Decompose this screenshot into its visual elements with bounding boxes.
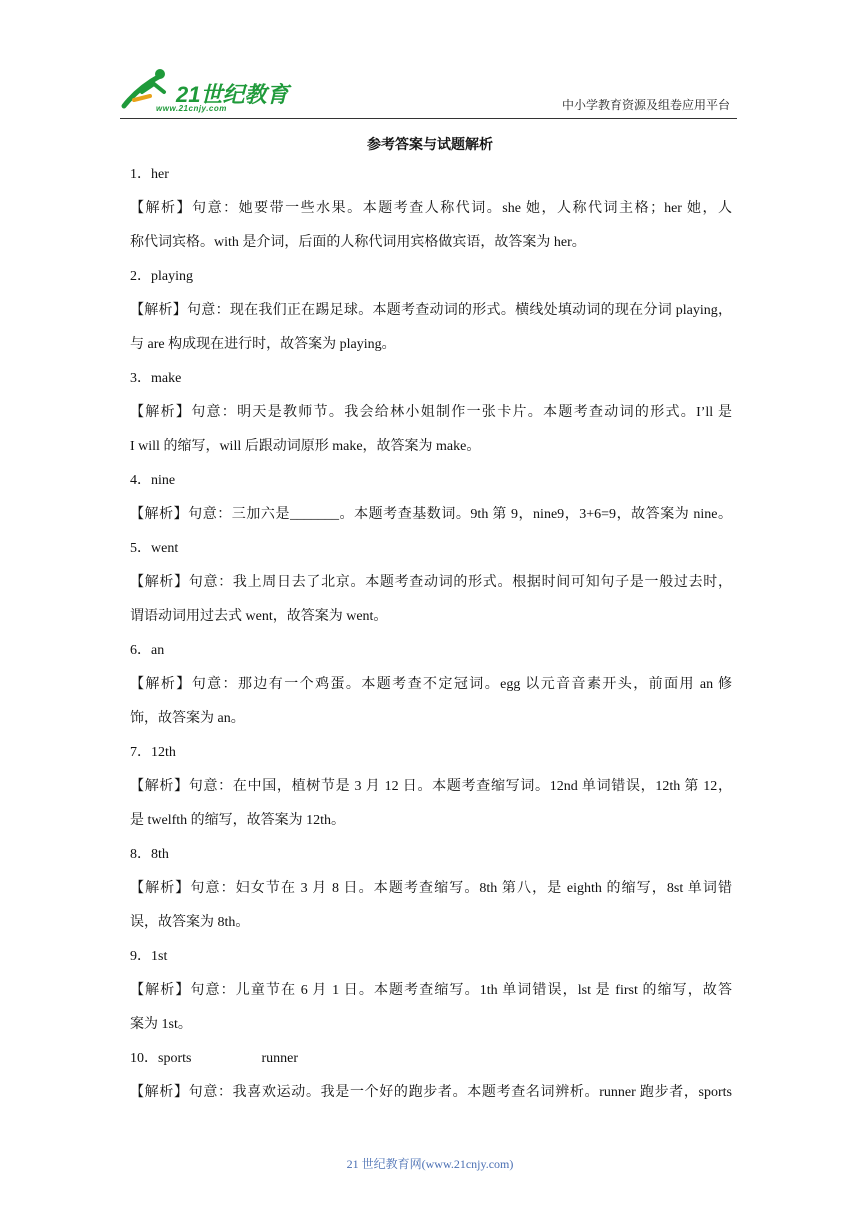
text-line [130, 1042, 732, 1076]
text-line: 【解析】句意：明天是教师节。我会给林小姐制作一张卡片。本题考查动词的形式。I’ll 是 [130, 405, 732, 420]
answer-content [130, 158, 732, 1110]
answer-word: runner [261, 1051, 298, 1066]
text-line: 6．an [130, 643, 165, 658]
page-header [120, 64, 740, 116]
text-line: 【解析】句意：我喜欢运动。我是一个好的跑步者。本题考查名词辨析。runner 跑步者，sports [130, 1085, 732, 1100]
text-line: 9．1st [130, 949, 168, 964]
text-line: 【解析】句意：现在我们正在踢足球。本题考查动词的形式。横线处填动词的现在分词 playing， [130, 303, 732, 318]
header-divider [120, 118, 737, 119]
logo [120, 66, 320, 114]
text-line: 案为 1st。 [130, 1017, 192, 1032]
text-line: 与 are 构成现在进行时，故答案为 playing。 [130, 337, 396, 352]
logo-text: 21世纪教育 [176, 82, 289, 107]
text-line: 2．playing [130, 269, 193, 284]
text-line: 【解析】句意：在中国，植树节是 3 月 12 日。本题考查缩写词。12nd 单词错误，12th 第 12， [130, 779, 732, 794]
text-line: 4．nine [130, 473, 176, 488]
text-line: 【解析】句意：儿童节在 6 月 1 日。本题考查缩写。1th 单词错误，lst 是 first 的缩写，故答 [130, 983, 732, 998]
text-line: 7．12th [130, 745, 176, 760]
text-line: 【解析】句意：妇女节在 3 月 8 日。本题考查缩写。8th 第八，是 eighth 的缩写，8st 单词错 [130, 881, 732, 896]
text-line: 误，故答案为 8th。 [130, 915, 250, 930]
text-line: 【解析】句意：三加六是_______。本题考查基数词。9th 第 9，nine9，3+6=9，故答案为 nine。 [130, 507, 732, 522]
text-line: 8．8th [130, 847, 169, 862]
answer-number: 10．sports [130, 1051, 192, 1066]
logo-url: www.21cnjy.com [156, 104, 227, 113]
page-footer: 21 世纪教育网(www.21cnjy.com) [346, 1157, 514, 1171]
text-line: 【解析】句意：我上周日去了北京。本题考查动词的形式。根据时间可知句子是一般过去时， [130, 575, 732, 590]
text-line: 谓语动词用过去式 went，故答案为 went。 [130, 609, 388, 624]
page-title: 参考答案与试题解析 [367, 138, 493, 153]
platform-tagline: 中小学教育资源及组卷应用平台 [561, 98, 730, 112]
text-line: 【解析】句意：那边有一个鸡蛋。本题考查不定冠词。egg 以元音音素开头，前面用 an 修 [130, 677, 732, 692]
text-line: 是 twelfth 的缩写，故答案为 12th。 [130, 813, 346, 828]
text-line: I will 的缩写，will 后跟动词原形 make，故答案为 make。 [130, 439, 481, 454]
text-line: 称代词宾格。with 是介词，后面的人称代词用宾格做宾语，故答案为 her。 [130, 235, 586, 250]
text-line: 1．her [130, 167, 169, 182]
text-line: 3．make [130, 371, 182, 386]
text-line: 5．went [130, 541, 179, 556]
text-line: 饰，故答案为 an。 [130, 711, 245, 726]
text-line: 【解析】句意：她要带一些水果。本题考查人称代词。she 她，人称代词主格；her 她，人 [130, 201, 732, 216]
